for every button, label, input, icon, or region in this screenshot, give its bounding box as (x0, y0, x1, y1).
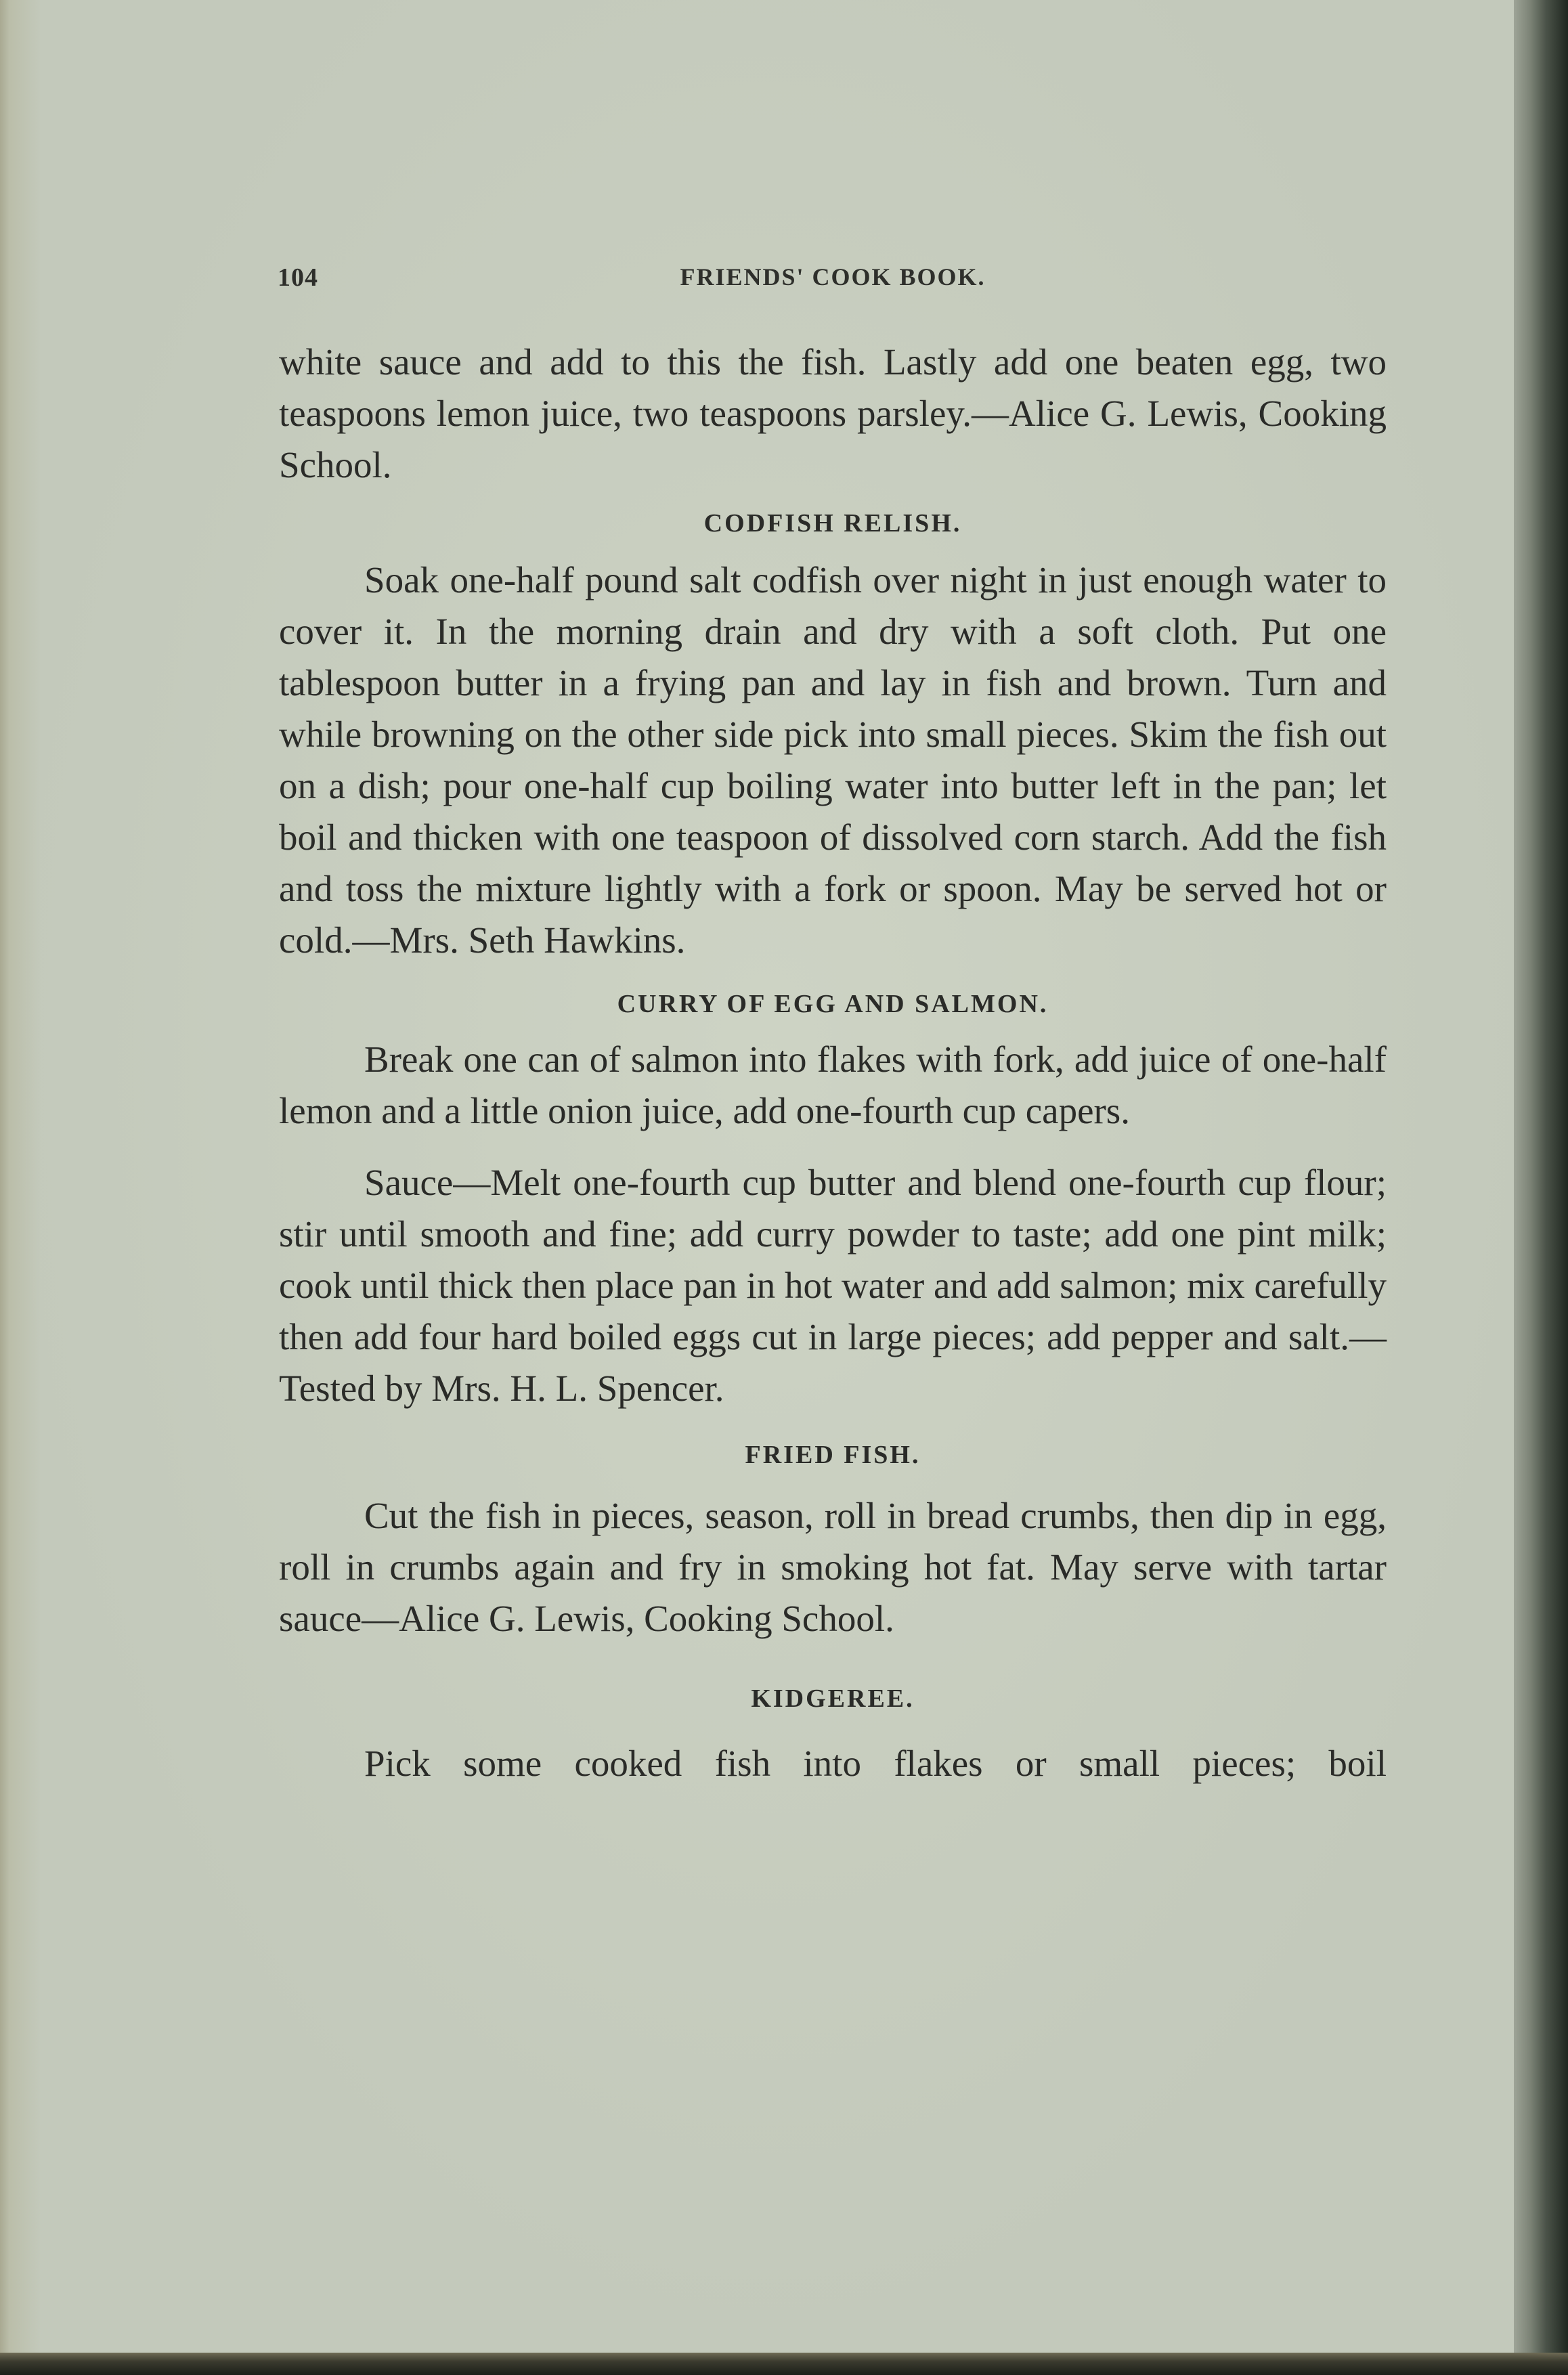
page-body (279, 336, 1387, 1789)
recipe-paragraph: Break one can of salmon into flakes with fork, add juice of one-half lemon and a little onion juice, add one-fourth cup capers. (279, 1039, 1387, 1131)
recipe-paragraph: Pick some cooked fish into flakes or small pieces; boil (364, 1743, 1387, 1784)
recipe-title-kidgeree: KIDGEREE. (751, 1684, 915, 1713)
recipe-title-curry-of-egg-and-salmon: CURRY OF EGG AND SALMON. (617, 990, 1049, 1018)
page-spine-edge (1514, 0, 1568, 2375)
page-number: 104 (278, 263, 318, 292)
recipe-paragraph: Cut the fish in pieces, season, roll in bread crumbs, then dip in egg, roll in crumbs again and fry in smoking hot fat. May serve with tartar sauce—Alice G. Lewis, Cooking School. (279, 1495, 1387, 1639)
recipe-title-fried-fish: FRIED FISH. (745, 1441, 921, 1469)
continued-paragraph: white sauce and add to this the fish. Lastly add one beaten egg, two teaspoons lemon juice, two teaspoons parsley.—Alice G. Lewis, Cooking School. (279, 341, 1387, 485)
recipe-title-codfish-relish: CODFISH RELISH. (703, 509, 962, 538)
page-bottom-edge (0, 2353, 1568, 2375)
running-head (278, 263, 1388, 303)
recipe-paragraph: Sauce—Melt one-fourth cup butter and blend one-fourth cup flour; stir until smooth and fine; add curry powder to taste; add one pint milk; cook until thick then place pan in hot water and add salmon; mix carefully then add four hard boiled eggs cut in large pieces; add pepper and salt.—Tested by Mrs. H. L. Spencer. (279, 1162, 1387, 1409)
book-title: FRIENDS' COOK BOOK. (680, 263, 986, 290)
recipe-paragraph: Soak one-half pound salt codfish over night in just enough water to cover it. In the morning drain and dry with a soft cloth. Put one tablespoon butter in a frying pan and lay in fish and brown. Turn and while browning on the other side pick into small pieces. Skim the fish out on a dish; pour one-half cup boiling water into butter left in the pan; let boil and thicken with one teaspoon of dissolved corn starch. Add the fish and toss the mixture lightly with a fork or spoon. May be served hot or cold.—Mrs. Seth Hawkins. (279, 559, 1387, 961)
